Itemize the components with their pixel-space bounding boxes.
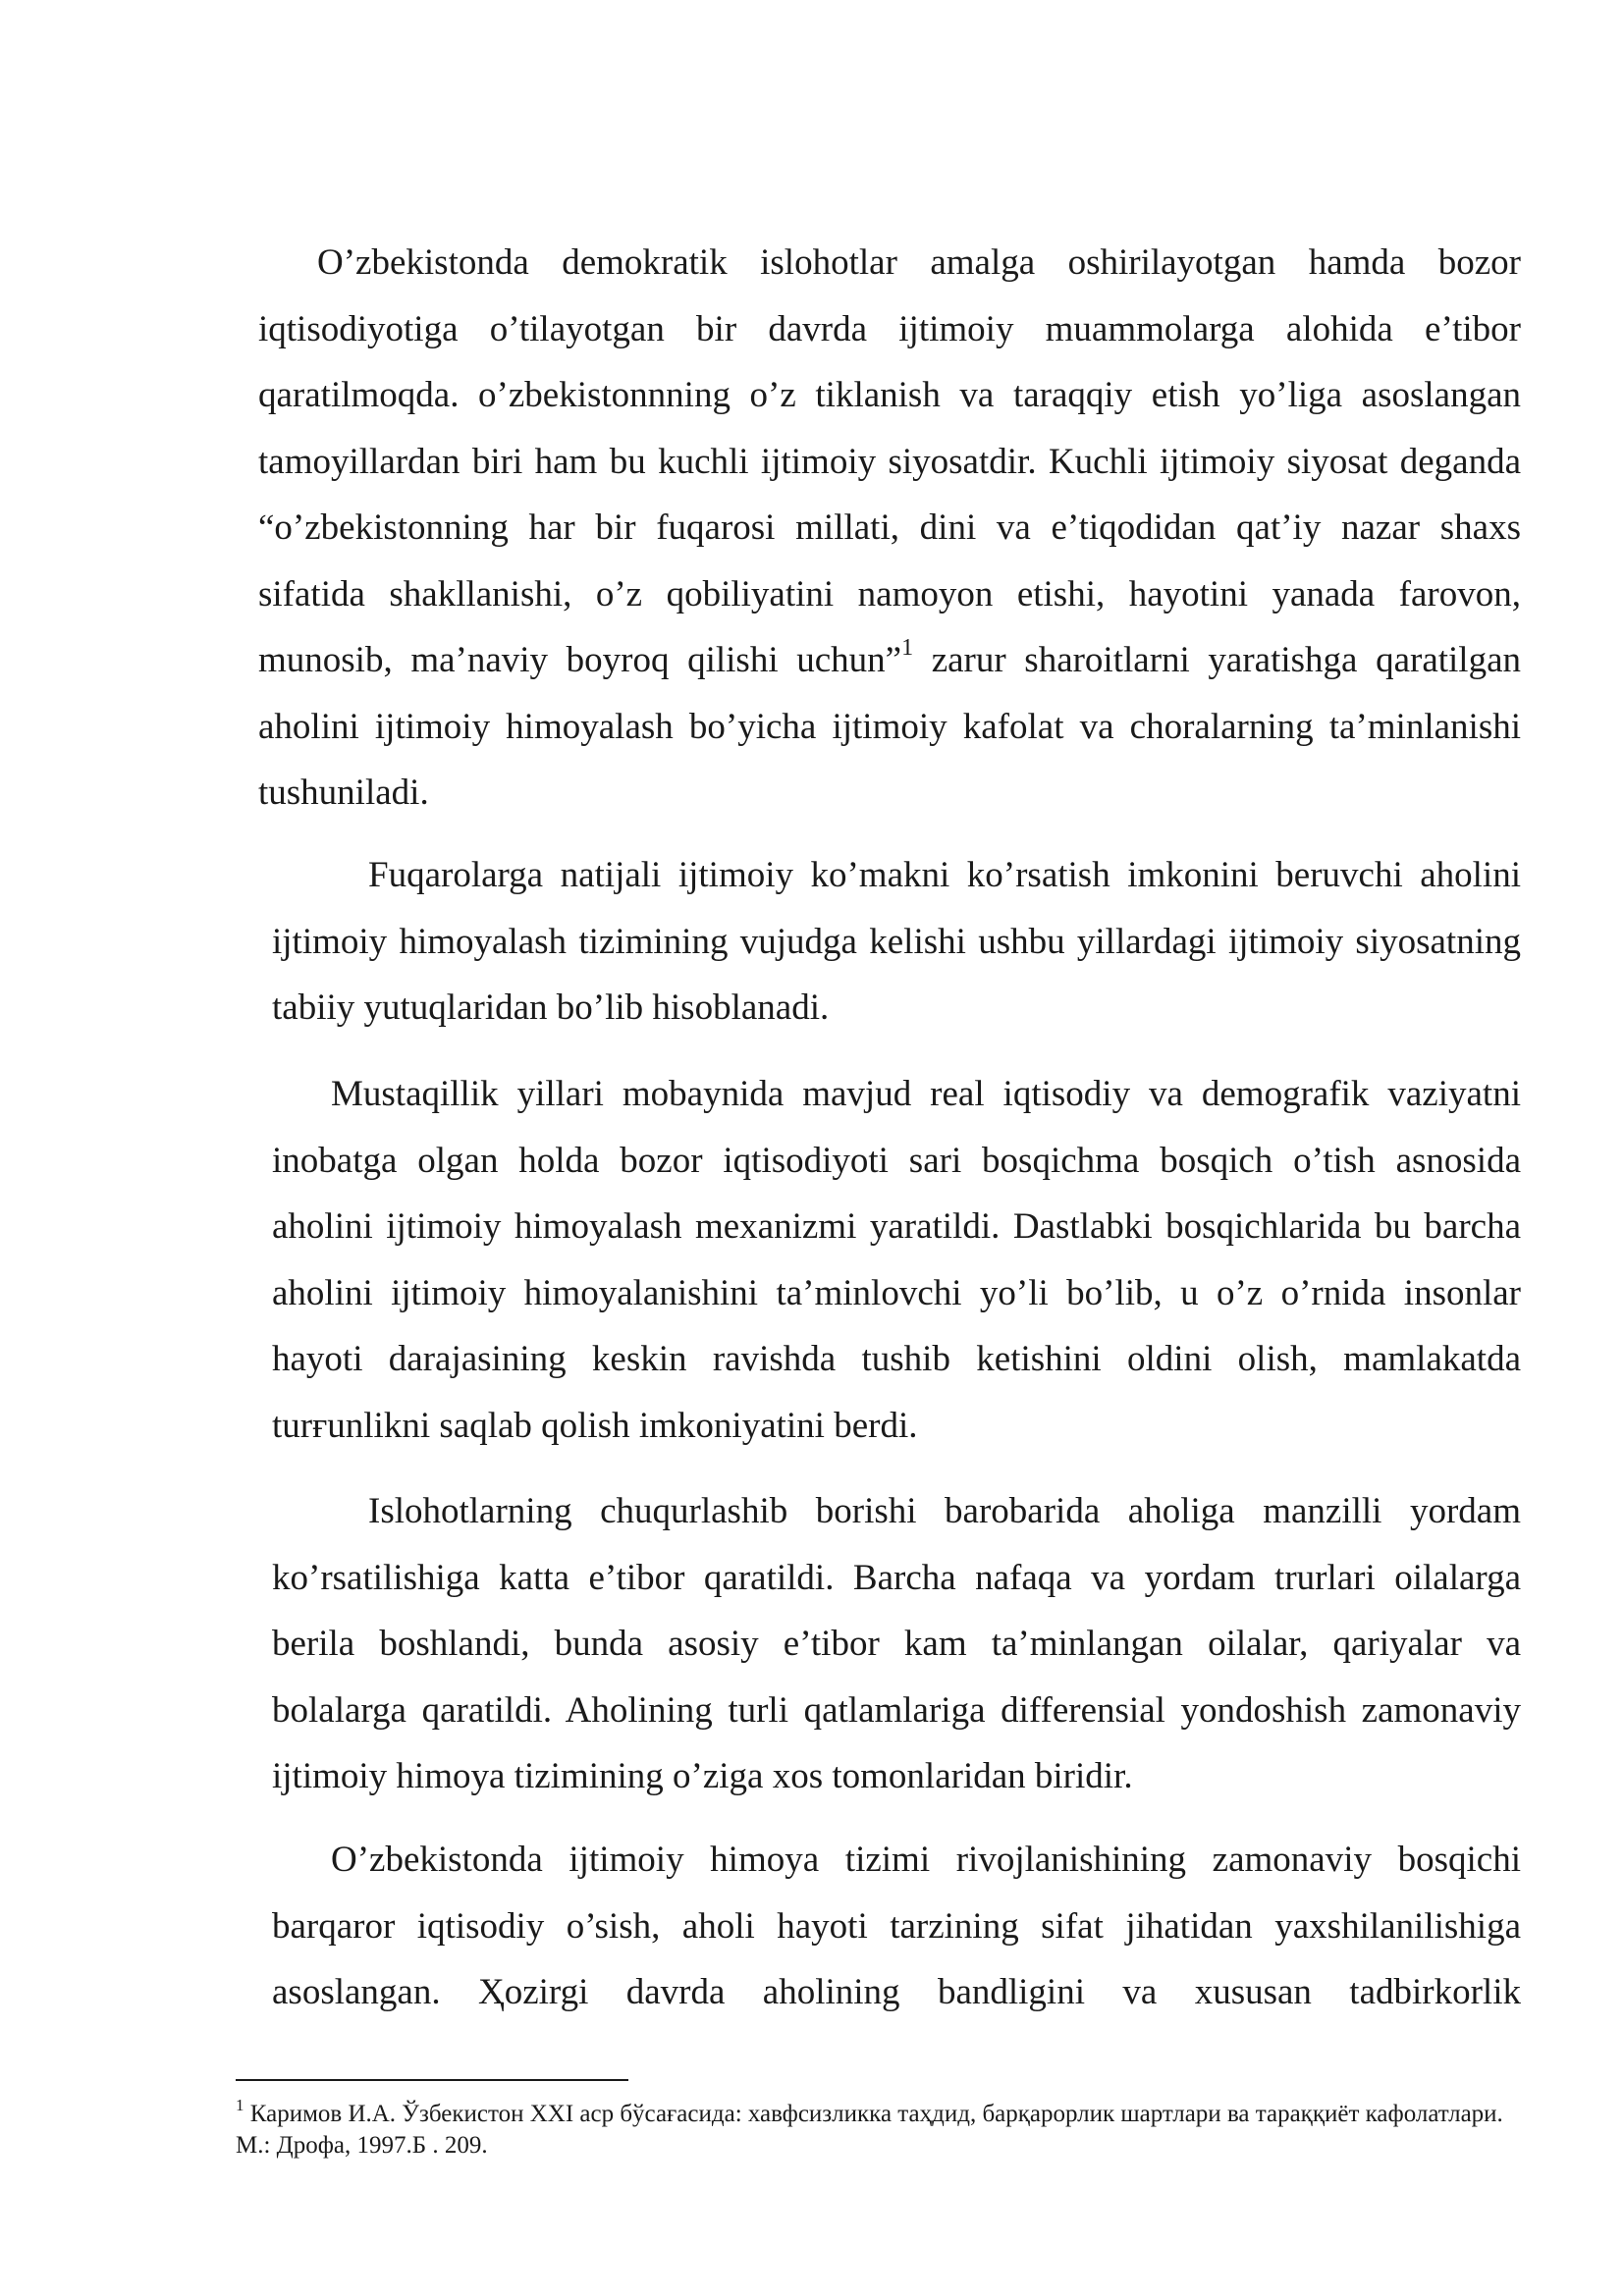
footnote-reference: 1 xyxy=(901,634,914,661)
paragraph-2: Fuqarolarga natijali ijtimoiy ko’makni ko’rsatish imkonini beruvchi aholini ijtimoiy himoyalash tizimining vujudga kelishi ushbu yillardagi ijtimoiy siyosatning tabiiy yutuqlaridan bo’lib hisoblanadi. xyxy=(272,855,1521,1028)
paragraph-1-text-a: O’zbekistonda demokratik islohotlar amalga oshirilayotgan hamda bozor iqtisodiyotiga o’tilayotgan bir davrda ijtimoiy muammolarga alohida e’tibor qaratilmoqda. o’zbekistonnning o’z tiklanish va taraqqiy etish yo’liga asoslangan tamoyillardan biri ham bu kuchli ijtimoiy siyosatdir. Kuchli ijtimoiy siyosat deganda “o’zbekistonning har bir fuqarosi millati, dini va e’tiqodidan qat’iy nazar shaxs sifatida shakllanishi, o’z qobiliyatini namoyon etishi, hayotini yanada farovon, munosib, ma’naviy boyroq qilishi uchun” xyxy=(258,242,1521,680)
paragraph-1 xyxy=(258,230,1521,827)
paragraph-3: Mustaqillik yillari mobaynida mavjud real iqtisodiy va demografik vaziyatni inobatga olgan holda bozor iqtisodiyoti sari bosqichma bosqich o’tish asnosida aholini ijtimoiy himoyalash mexanizmi yaratildi. Dastlabki bosqichlarida bu barcha aholini ijtimoiy himoyalanishini ta’minlovchi yo’li bo’lib, u o’z o’rnida insonlar hayoti darajasining keskin ravishda tushib ketishini oldini olish, mamlakatda turғunlikni saqlab qolish imkoniyatini berdi. xyxy=(272,1074,1521,1446)
footnote xyxy=(236,2095,1522,2162)
footnote-separator xyxy=(236,2079,628,2081)
paragraph-5: O’zbekistonda ijtimoiy himoya tizimi rivojlanishining zamonaviy bosqichi barqaror iqtisodiy o’sish, aholi hayoti tarzining sifat jihatidan yaxshilanilishiga asoslangan. Ҳozirgi davrda aholining bandligini va xususan tadbirkorlik xyxy=(272,1840,1521,2012)
paragraph-4: Islohotlarning chuqurlashib borishi barobarida aholiga manzilli yordam ko’rsatilishiga katta e’tibor qaratildi. Barcha nafaqa va yordam trurlari oilalarga berila boshlandi, bunda asosiy e’tibor kam ta’minlangan oilalar, qariyalar va bolalarga qaratildi. Aholining turli qatlamlariga differensial yondoshish zamonaviy ijtimoiy himoya tizimining o’ziga xos tomonlaridan biridir. xyxy=(272,1491,1521,1796)
footnote-text: Каримов И.А. Ўзбекистон XXI аср бўсағасида: хавфсизликка таҳдид, барқарорлик шартлари ва тараққиёт кафолатлари. М.: Дрофа, 1997.Б . 209. xyxy=(236,2101,1503,2159)
footnote-mark: 1 xyxy=(236,2095,244,2114)
paragraph-1-text-b: zarur sharoitlarni yaratishga qaratilgan aholini ijtimoiy himoyalash bo’yicha ijtimoiy kafolat va choralarning ta’minlanishi tushuniladi. xyxy=(258,640,1521,813)
